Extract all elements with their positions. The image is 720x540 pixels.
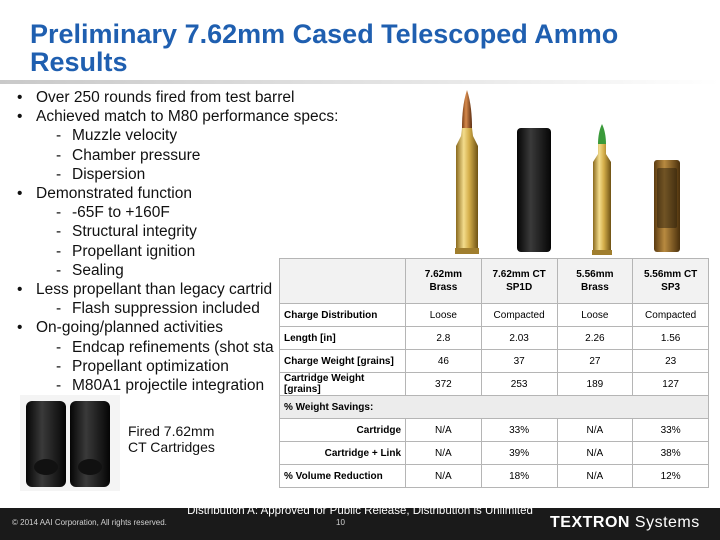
- table-cell: 18%: [481, 465, 557, 488]
- sub-bullet-item: - Dispersion: [8, 165, 428, 184]
- sub-bullet-item: - Chamber pressure: [8, 146, 428, 165]
- table-row: [280, 373, 709, 396]
- sub-bullet-item: - Propellant ignition: [8, 242, 428, 261]
- table-cell: 46: [406, 350, 482, 373]
- table-cell: 1.56: [633, 327, 709, 350]
- ammunition-comparison-image: [440, 88, 710, 258]
- sub-bullet-item: - -65F to +160F: [8, 203, 428, 222]
- table-row: [280, 465, 709, 488]
- table-cell: 38%: [633, 442, 709, 465]
- table-cell: N/A: [557, 419, 633, 442]
- table-cell: N/A: [406, 419, 482, 442]
- table-row: [280, 327, 709, 350]
- table-cell: 33%: [633, 419, 709, 442]
- table-row-label: Charge Distribution: [280, 304, 406, 327]
- bullet-item: • Achieved match to M80 performance specs:: [8, 107, 428, 126]
- table-header-cell: [280, 259, 406, 304]
- sub-bullet-item: - Propellant optimization: [8, 357, 428, 376]
- table-row: [280, 350, 709, 373]
- sub-bullet-item: - Muzzle velocity: [8, 126, 428, 145]
- textron-systems-logo: TEXTRON Systems: [550, 514, 700, 531]
- table-cell: 372: [406, 373, 482, 396]
- table-header-row: [280, 259, 709, 304]
- table-cell: Compacted: [481, 304, 557, 327]
- bullet-item: • Over 250 rounds fired from test barrel: [8, 88, 428, 107]
- table-cell: 189: [557, 373, 633, 396]
- table-header-cell: 7.62mm CT SP1D: [481, 259, 557, 304]
- table-cell: Compacted: [633, 304, 709, 327]
- table-cell: Loose: [406, 304, 482, 327]
- table-cell: N/A: [406, 442, 482, 465]
- table-header-cell: 5.56mm CT SP3: [633, 259, 709, 304]
- fired-cartridges-caption: Fired 7.62mm CT Cartridges: [128, 423, 215, 455]
- sub-bullet-item: - Endcap refinements (shot sta: [8, 338, 428, 357]
- table-cell: 253: [481, 373, 557, 396]
- table-cell: 2.8: [406, 327, 482, 350]
- copyright-notice: © 2014 AAI Corporation, All rights reserved.: [12, 518, 167, 527]
- table-row-label: Cartridge + Link: [280, 442, 406, 465]
- table-cell: N/A: [406, 465, 482, 488]
- sub-bullet-item: - Sealing: [8, 261, 428, 280]
- bullet-item: • Less propellant than legacy cartrid: [8, 280, 428, 299]
- table-cell: 27: [557, 350, 633, 373]
- sub-bullet-item: - M80A1 projectile integration: [8, 376, 428, 395]
- table-cell: 2.26: [557, 327, 633, 350]
- slide-title: Preliminary 7.62mm Cased Telescoped Ammo Results: [30, 19, 619, 77]
- fired-cartridges-image: [20, 395, 120, 491]
- table-row-label: Charge Weight [grains]: [280, 350, 406, 373]
- table-row-label: Length [in]: [280, 327, 406, 350]
- table-cell: Loose: [557, 304, 633, 327]
- table-cell: 33%: [481, 419, 557, 442]
- table-section-label: % Weight Savings:: [280, 396, 709, 419]
- table-row: [280, 304, 709, 327]
- table-header-cell: 7.62mm Brass: [406, 259, 482, 304]
- table-row: [280, 419, 709, 442]
- table-row-label: Cartridge Weight [grains]: [280, 373, 406, 396]
- table-row-label: Cartridge: [280, 419, 406, 442]
- sub-bullet-item: - Structural integrity: [8, 222, 428, 241]
- table-body: [280, 304, 709, 488]
- table-cell: 39%: [481, 442, 557, 465]
- table-cell: 2.03: [481, 327, 557, 350]
- table-cell: 12%: [633, 465, 709, 488]
- sub-bullet-item: - Flash suppression included: [8, 299, 428, 318]
- cartridge-comparison-table: [279, 258, 709, 488]
- table-cell: N/A: [557, 465, 633, 488]
- bullet-item: • Demonstrated function: [8, 184, 428, 203]
- table-header-cell: 5.56mm Brass: [557, 259, 633, 304]
- bullet-item: • On-going/planned activities: [8, 318, 428, 337]
- table-cell: 127: [633, 373, 709, 396]
- page-number: 10: [336, 518, 345, 527]
- distribution-statement: Distribution A: Approved for Public Release, Distribution is Unlimited: [187, 505, 533, 517]
- table-cell: 37: [481, 350, 557, 373]
- table-cell: 23: [633, 350, 709, 373]
- table-row: [280, 396, 709, 419]
- table-cell: N/A: [557, 442, 633, 465]
- title-divider: [0, 80, 720, 84]
- table-row: [280, 442, 709, 465]
- table-row-label: % Volume Reduction: [280, 465, 406, 488]
